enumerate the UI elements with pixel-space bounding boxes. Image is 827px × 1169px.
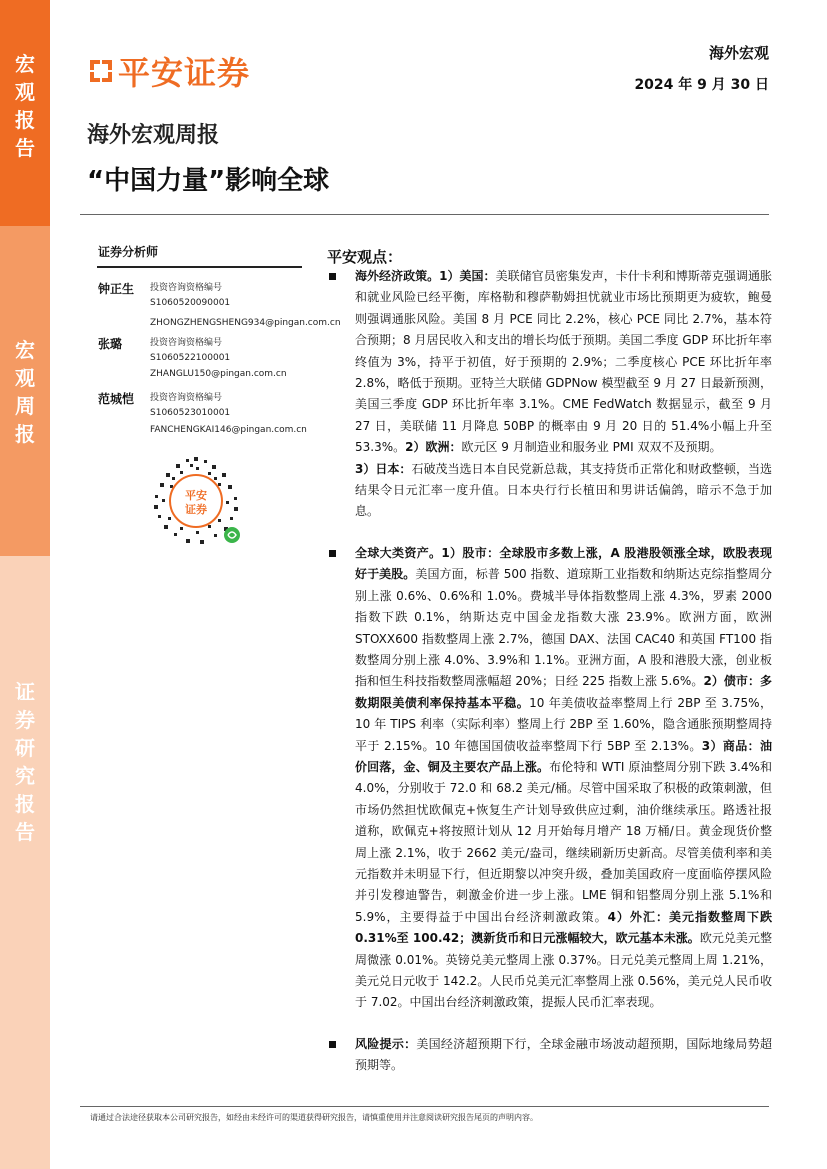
qr-center-top-text: 平安 — [185, 489, 207, 502]
qr-code-icon[interactable] — [150, 455, 242, 547]
analyst-email[interactable]: FANCHENGKAI146@pingan.com.cn — [150, 425, 307, 435]
analyst-name: 张璐 — [98, 337, 123, 351]
view-text: 美国方面，标普 500 指数、道琼斯工业指数和纳斯达克综指整周分别上涨 0.6%、0.6%和 1.0%。费城半导体指数整周上涨 4.3%，罗素 2000 指数下跌 0.1%，纳斯达克中国金龙指数大涨 23.9%。欧洲方面，欧洲 STOXX600 指数整周上涨 2.7%，德国 DAX、法国 CAC40 和英国 FT100 指数整周分别上涨 4.0%、3.9%和 1.1%。亚洲方面，A 股和港股大涨，创业板指和恒生科技指数整周涨幅超 20%；日经 225 指数上涨 5.6%。 — [355, 567, 772, 689]
views-body — [327, 266, 772, 1077]
sidebar-band-bottom — [0, 556, 50, 1169]
view-paragraph-policy — [327, 266, 772, 523]
view-text: 欧元兑美元整周微涨 0.01%。英镑兑美元整周上涨 0.37%。日元兑美元整周上周 1.21%，美元兑日元收于 142.2。人民币兑美元汇率整周上涨 0.56%，美元兑人民币收于 7.02。中国出台经济刺激政策，提振人民币汇率表现。 — [355, 931, 772, 1010]
analyst-name: 钟正生 — [98, 282, 135, 296]
footer-disclaimer: 请通过合法途径获取本公司研究报告，如经由未经许可的渠道获得研究报告，请慎重使用并注意阅读研究报告尾页的声明内容。 — [90, 1113, 538, 1122]
report-date: 2024 年 9 月 30 日 — [634, 77, 769, 93]
view-subheading: 3）日本： — [355, 461, 412, 476]
report-title: “中国力量”影响全球 — [87, 166, 330, 196]
view-subheading: 4）外汇：美元指数整周下跌 0.31%至 100.42；澳新货币和日元涨幅较大，欧元基本未涨。 — [355, 909, 772, 946]
view-subheading: 2）欧洲： — [405, 440, 462, 455]
views-heading: 平安观点： — [327, 248, 403, 266]
analyst-cert-number: S1060522100001 — [150, 353, 231, 363]
pingan-logo-icon — [86, 56, 116, 86]
footer-divider — [80, 1106, 769, 1107]
sidebar-label-report-type: 宏 观 报 告 — [15, 52, 35, 160]
square-bullet-icon — [329, 1041, 336, 1048]
view-paragraph-risk — [327, 1034, 772, 1077]
view-subheading: 3）商品：油价回落，金、铜及主要农产品上涨。 — [355, 738, 772, 774]
view-text: 美联储官员密集发声，卡什卡利和博斯蒂克强调通胀和就业风险已经平衡，库格勒和穆萨勒姆担忧就业市场比预期更为疲软，鲍曼则强调通胀风险。美国 8 月 PCE 同比 2.2%，核心 PCE 同比 2.7%，基本符合预期；8 月居民收入和支出的增长均低于预期。美国二季度 GDP 环比折年率终值为 3%，持平于初值，好于预期的 2.9%；二季度核心 PCE 环比折年率 2.8%，略低于预期。亚特兰大联储 GDPNow 模型截至 9 月 27 日最新预测，美国三季度 GDP 环比折年率 3.1%。CME FedWatch 数据显示，截至 9 月 27 日，美联储 11 月降息 50BP 的概率由 9 月 20 日的 51.4%小幅上升至 53.3%。 — [355, 269, 772, 455]
view-paragraph-assets — [327, 543, 772, 1014]
sidebar-label-research: 证 券 研 究 报 告 — [15, 680, 35, 844]
view-subheading: 全球大类资产。1）股市：全球股市多数上涨，A 股港股领涨全球，欧股表现好于美股。 — [355, 545, 772, 582]
view-subheading: 2）债市：多数期限美债利率保持基本平稳。 — [355, 674, 772, 710]
analyst-email[interactable]: ZHONGZHENGSHENG934@pingan.com.cn — [150, 318, 341, 328]
analysts-divider — [97, 266, 302, 268]
analyst-cert-number: S1060520090001 — [150, 298, 231, 308]
view-text: 布伦特和 WTI 原油整周分别下跌 3.4%和 4.0%，分别收于 72.0 和 68.2 美元/桶。尽管中国采取了积极的政策刺激，但市场仍然担忧欧佩克+恢复生产计划导致供应过剩，油价继续承压。路透社报道称，欧佩克+将按照计划从 12 月开始每月增产 18 万桶/日。黄金现货价整周上涨 2.1%，收于 2662 美元/盎司，继续刷新历史新高。尽管美债利率和美元指数并未明显下行，但近期黎以冲突升级，叠加美国政府一度面临停摆风险并引发穆迪警告，刺激金价进一步上涨。LME 铜和铝整周分别上涨 5.1%和 5.9%，主要得益于中国出台经济刺激政策。 — [355, 759, 772, 924]
brand-name: 平安证券 — [118, 54, 251, 92]
view-text: 欧元区 9 月制造业和服务业 PMI 双双不及预期。 — [461, 440, 722, 455]
header-divider — [80, 214, 769, 215]
analyst-cert-label: 投资咨询资格编号 — [150, 338, 223, 348]
analysts-heading: 证券分析师 — [98, 245, 159, 259]
qr-center-bottom-text: 证券 — [185, 503, 207, 516]
analyst-email[interactable]: ZHANGLU150@pingan.com.cn — [150, 369, 287, 379]
square-bullet-icon — [329, 550, 336, 557]
view-text: 石破茂当选日本自民党新总裁，其支持货币正常化和财政整顿，当选结果令日元汇率一度升值。日本央行行长植田和男讲话偏鸽，暗示不急于加息。 — [355, 461, 772, 519]
analyst-cert-number: S1060523010001 — [150, 408, 231, 418]
view-text: 美国经济超预期下行，全球金融市场波动超预期，国际地缘局势超预期等。 — [355, 1036, 772, 1073]
view-subheading: 海外经济政策。1）美国： — [355, 269, 496, 283]
analyst-cert-label: 投资咨询资格编号 — [150, 393, 223, 403]
square-bullet-icon — [329, 273, 336, 280]
sidebar-label-report-series: 宏 观 周 报 — [15, 338, 35, 446]
view-text: 10 年美债收益率整周上行 2BP 至 3.75%，10 年 TIPS 利率（实际利率）整周上行 2BP 至 1.60%，隐含通胀预期整周持平于 2.15%。10 年德国国债收益率整周下行 5BP 至 2.13%。 — [355, 695, 772, 753]
report-series: 海外宏观周报 — [87, 123, 220, 148]
view-subheading: 风险提示： — [355, 1036, 417, 1051]
analyst-name: 范城恺 — [98, 392, 135, 406]
report-category: 海外宏观 — [708, 44, 769, 62]
brand-logo — [86, 48, 250, 94]
analyst-cert-label: 投资咨询资格编号 — [150, 283, 223, 293]
